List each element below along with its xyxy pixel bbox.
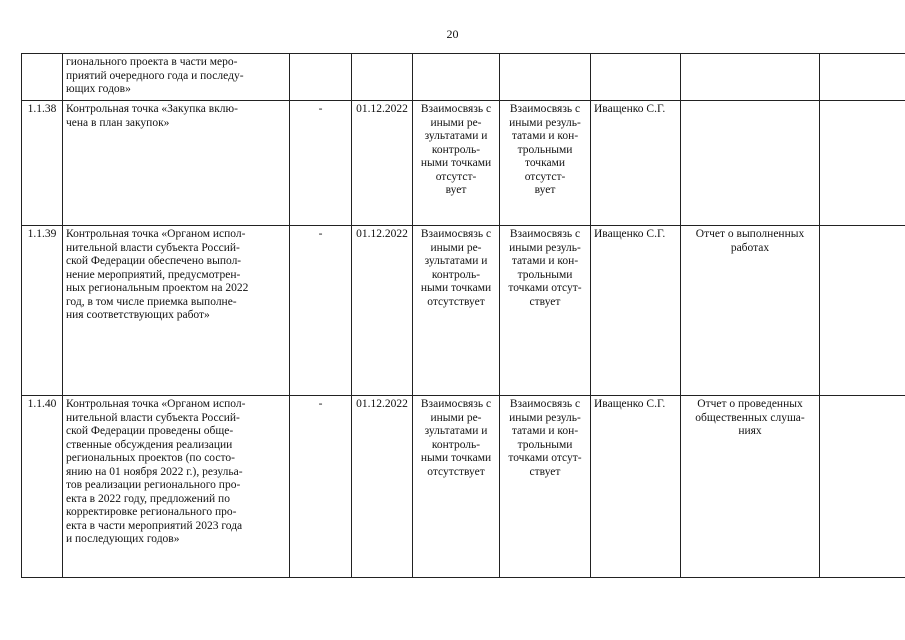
note-cell: [820, 226, 905, 396]
row-number-cell: [22, 54, 63, 101]
document-cell: Отчет о проведенных общественных слуша- ниях: [681, 396, 820, 578]
responsible-cell: [591, 54, 681, 101]
note-cell: [820, 101, 905, 226]
document-cell: Отчет о выполненных работах: [681, 226, 820, 396]
description-cell: Контрольная точка «Органом испол- нительной власти субъекта Россий- ской Федерации проведены обще- ственные обсуждения реализации региональных проектов (по состо- янию на 01 ноября 2022 г.), резульа- тов реализации регионального про- екта в 2022 году, предложений по корректировке регионального про- екта в части мероприятий 2023 года и последующих годов»: [63, 396, 290, 578]
start-date-cell: [290, 54, 352, 101]
document-cell: [681, 54, 820, 101]
row-number-cell: 1.1.38: [22, 101, 63, 226]
relation-cell-2: Взаимосвязь с иными резуль- татами и кон- трольными точками отсут- ствует: [500, 226, 591, 396]
responsible-cell: Иващенко С.Г.: [591, 396, 681, 578]
relation-cell-1: Взаимосвязь с иными ре- зультатами и контроль- ными точками отсутствует: [413, 226, 500, 396]
note-cell: [820, 396, 905, 578]
row-number-cell: 1.1.40: [22, 396, 63, 578]
document-cell: [681, 101, 820, 226]
note-cell: [820, 54, 905, 101]
row-number-cell: 1.1.39: [22, 226, 63, 396]
table-row: [22, 226, 905, 396]
control-points-table: [21, 53, 905, 578]
end-date-cell: 01.12.2022: [352, 101, 413, 226]
relation-cell-1: Взаимосвязь с иными ре- зультатами и контроль- ными точками отсутствует: [413, 396, 500, 578]
end-date-cell: [352, 54, 413, 101]
start-date-cell: -: [290, 101, 352, 226]
start-date-cell: -: [290, 226, 352, 396]
relation-cell-1: [413, 54, 500, 101]
responsible-cell: Иващенко С.Г.: [591, 101, 681, 226]
table-row: [22, 54, 905, 101]
relation-cell-2: [500, 54, 591, 101]
description-cell: Контрольная точка «Закупка вклю- чена в план закупок»: [63, 101, 290, 226]
responsible-cell: Иващенко С.Г.: [591, 226, 681, 396]
table-row: [22, 101, 905, 226]
relation-cell-1: Взаимосвязь с иными ре- зультатами и контроль- ными точками отсутст- вует: [413, 101, 500, 226]
description-cell: Контрольная точка «Органом испол- нительной власти субъекта Россий- ской Федерации обеспечено выпол- нение мероприятий, предусмотрен- ных региональным проектом на 2022 год, в том числе приемка выполне- ния соответствующих работ»: [63, 226, 290, 396]
start-date-cell: -: [290, 396, 352, 578]
description-cell: гионального проекта в части меро- приятий очередного года и последу- ющих годов»: [63, 54, 290, 101]
end-date-cell: 01.12.2022: [352, 396, 413, 578]
end-date-cell: 01.12.2022: [352, 226, 413, 396]
table-row: [22, 396, 905, 578]
relation-cell-2: Взаимосвязь с иными резуль- татами и кон- трольными точками отсут- ствует: [500, 396, 591, 578]
page-number: 20: [446, 27, 459, 41]
relation-cell-2: Взаимосвязь с иными резуль- татами и кон- трольными точками отсутст- вует: [500, 101, 591, 226]
